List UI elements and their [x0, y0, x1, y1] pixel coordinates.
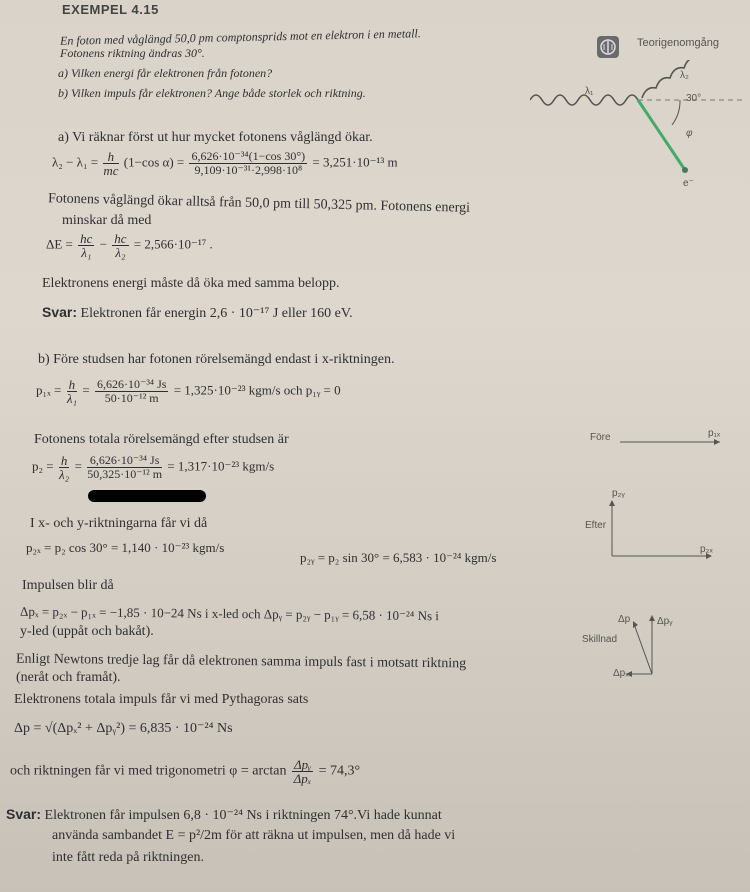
part-b-answer-3: inte fått reda på riktningen.	[52, 850, 204, 865]
problem-question-b: b) Vilken impuls får elektronen? Ange både storlek och riktning.	[58, 86, 366, 100]
lambda2-label: λ₂	[680, 70, 689, 81]
part-a-intro: a) Vi räknar först ut hur mycket fotonens våglängd ökar.	[58, 130, 373, 145]
part-a-answer: Svar: Elektronen får energin 2,6 · 10⁻¹⁷ J eller 160 eV.	[42, 304, 353, 321]
efter-px-label: p₂ₓ	[700, 544, 713, 555]
part-b-text-5: Elektronens totala impuls får vi med Pythagoras sats	[14, 692, 309, 707]
part-b-answer-1: Svar: Elektronen får impulsen 6,8 · 10⁻²⁴ Ns i riktningen 74°.Vi hade kunnat	[6, 806, 442, 823]
electron-label: e⁻	[683, 178, 694, 189]
part-a-equation-1: λ₂ − λ₁ = $\frac{h}{mc}$ (1−cos α) = $\frac{\text{6,626·10⁻³⁴(1−cos 30°)}}{\text{9,109·10⁻³¹·2,998·10⁸}}$ = 3,251·10⁻¹³ m	[52, 149, 398, 178]
part-b-answer-2: använda sambandet E = p²/2m för att räkna ut impulsen, men då hade vi	[52, 828, 456, 843]
book-icon	[597, 36, 619, 58]
fore-vector-label: p₁ₓ	[708, 428, 721, 439]
part-a-text-3: Elektronens energi måste då öka med samma belopp.	[42, 276, 340, 291]
part-a-text-1: Fotonens våglängd ökar alltså från 50,0 pm till 50,325 pm. Fotonens energi	[47, 191, 471, 216]
example-title: EXEMPEL 4.15	[62, 2, 159, 17]
skillnad-dpy-label: Δpᵧ	[657, 616, 673, 627]
part-b-equation-5: Δp = √(Δpₓ² + Δpᵧ²) = 6,835 · 10⁻²⁴ Ns	[14, 721, 233, 736]
part-b-equation-3b: p₂ᵧ = p₂ sin 30° = 6,583 · 10⁻²⁴ kgm/s	[300, 550, 497, 565]
angle-label: 30°	[686, 93, 702, 104]
part-b-text-4a: Enligt Newtons tredje lag får då elektronen samma impuls fast i motsatt riktning	[15, 651, 467, 672]
lambda1-label: λ₁	[585, 86, 594, 97]
part-b-equation-4a: Δpₓ = p₂ₓ − p₁ₓ = −1,85 · 10−24 Ns i x-led och Δpᵧ = p₂ᵧ − p₁ᵧ = 6,58 · 10⁻²⁴ Ns i	[19, 603, 440, 624]
skillnad-label: Skillnad	[582, 634, 618, 645]
part-b-text-4b: (neråt och framåt).	[16, 670, 121, 685]
part-b-equation-3a: p₂ₓ = p₂ cos 30° = 1,140 · 10⁻²³ kgm/s	[26, 540, 225, 555]
theory-badge: Teorigenomgång	[637, 37, 719, 49]
skillnad-dp-label: Δp	[618, 614, 631, 625]
part-b-intro: b) Före studsen har fotonen rörelsemängd endast i x-riktningen.	[38, 352, 395, 367]
part-b-text-2: I x- och y-riktningarna får vi då	[30, 516, 208, 531]
part-a-equation-2: ΔE = $\frac{hc}{\text{λ₁}}$ − $\frac{hc}{\text{λ₂}}$ = 2,566·10⁻¹⁷ .	[46, 231, 213, 260]
part-a-text-2: minskar då med	[62, 213, 152, 228]
phi-label: φ	[686, 128, 693, 139]
problem-question-a: a) Vilken energi får elektronen från fotonen?	[58, 66, 273, 80]
efter-py-label: p₂ᵧ	[612, 488, 625, 499]
efter-label: Efter	[585, 520, 607, 531]
compton-scatter-diagram	[530, 60, 750, 195]
skillnad-dpx-label: Δpₓ	[613, 668, 629, 679]
problem-line-1: En foton med våglängd 50,0 pm comptonsprids mot en elektron i en metall.	[59, 26, 421, 48]
fore-label: Före	[590, 432, 611, 443]
part-b-equation-4b: y-led (uppåt och bakåt).	[20, 624, 154, 639]
redaction-mark	[88, 490, 206, 502]
problem-line-2: Fotonens riktning ändras 30°.	[60, 46, 205, 60]
part-b-equation-6: och riktningen får vi med trigonometri φ = arctan $\frac{\text{Δpᵧ}}{\text{Δpₓ}}$ = 74,3°	[10, 757, 361, 786]
part-b-equation-1: p₁ₓ = $\frac{h}{\text{λ₁}}$ = $\frac{\text{6,626·10⁻³⁴ Js}}{\text{50·10⁻¹² m}}$ = 1,325·10⁻²³ kgm/s och p₁ᵧ = 0	[36, 377, 341, 406]
part-b-text-3: Impulsen blir då	[22, 578, 114, 593]
part-b-text-1: Fotonens totala rörelsemängd efter studsen är	[34, 432, 289, 447]
part-b-equation-2: p₂ = $\frac{h}{\text{λ₂}}$ = $\frac{\text{6,626·10⁻³⁴ Js}}{\text{50,325·10⁻¹² m}}$ = 1,317·10⁻²³ kgm/s	[32, 453, 275, 482]
